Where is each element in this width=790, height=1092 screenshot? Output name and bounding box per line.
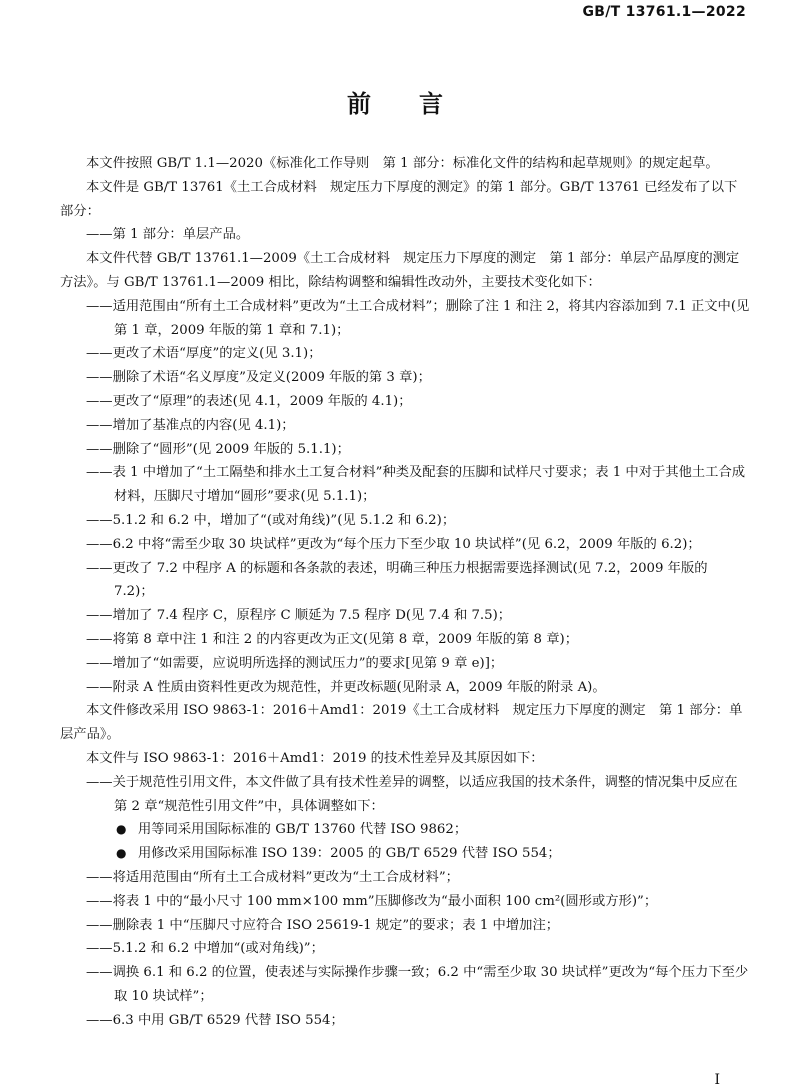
change-list-item: ——将第 8 章中注 1 和注 2 的内容更改为正文(见第 8 章，2009 年版的第 8 章)；	[86, 631, 579, 647]
bullet-item	[60, 842, 750, 866]
body-paragraph: 本文件与 ISO 9863-1：2016＋Amd1：2019 的技术性差异及其原因如下：	[86, 750, 544, 766]
change-list-item: ——增加了“如需要，应说明所选择的测试压力”的要求[见第 9 章 e)]；	[86, 655, 504, 671]
change-list-item: ——增加了 7.4 程序 C，原程序 C 顺延为 7.5 程序 D(见 7.4 和 7.5)；	[86, 608, 512, 624]
bullet-text: 用修改采用国际标准 ISO 139：2005 的 GB/T 6529 代替 ISO 554；	[138, 846, 561, 862]
change-list-item: ——将表 1 中的“最小尺寸 100 mm×100 mm”压脚修改为“最小面积 100 cm²(圆形或方形)”；	[86, 893, 658, 909]
change-list-item: ——适用范围由“所有土工合成材料”更改为“土工合成材料”；删除了注 1 和注 2，将其内容添加到 7.1 正文中(见第 1 章，2009 年版的第 1 章和 7.1)；	[86, 298, 750, 338]
change-list-item: ——表 1 中增加了“土工隔垫和排水土工复合材料”种类及配套的压脚和试样尺寸要求；表 1 中对于其他土工合成材料，压脚尺寸增加“圆形”要求(见 5.1.1)；	[86, 465, 746, 505]
change-list-item: ——调换 6.1 和 6.2 的位置，使表述与实际操作步骤一致；6.2 中“需至少取 30 块试样”更改为“每个压力下至少取 10 块试样”；	[86, 965, 749, 1004]
change-list-item: ——5.1.2 和 6.2 中增加“(或对角线)”；	[86, 941, 324, 957]
change-list-item: ——删除了术语“名义厚度”及定义(2009 年版的第 3 章)；	[86, 370, 431, 386]
page-title: 前言	[347, 90, 491, 118]
change-list-item: ——关于规范性引用文件，本文件做了具有技术性差异的调整，以适应我国的技术条件，调整的情况集中反应在第 2 章“规范性引用文件”中，具体调整如下：	[86, 774, 738, 814]
change-list-item: ——更改了 7.2 中程序 A 的标题和各条款的表述，明确三种压力根据需要选择测试(见 7.2，2009 年版的 7.2)；	[86, 560, 708, 600]
page-number: I	[714, 1072, 720, 1088]
change-list-item: ——将适用范围由“所有土工合成材料”更改为“土工合成材料”；	[86, 869, 459, 885]
foreword-body	[60, 152, 750, 1032]
change-list-item: ——5.1.2 和 6.2 中，增加了“(或对角线)”(见 5.1.2 和 6.2)；	[86, 512, 456, 528]
body-paragraph: 本文件是 GB/T 13761《土工合成材料 规定压力下厚度的测定》的第 1 部分。GB/T 13761 已经发布了以下部分：	[60, 179, 738, 219]
change-list-item: ——附录 A 性质由资料性更改为规范性，并更改标题(见附录 A，2009 年版的附录 A)。	[86, 679, 606, 695]
change-list-item: ——更改了术语“厚度”的定义(见 3.1)；	[86, 346, 322, 362]
bullet-icon: ●	[116, 846, 127, 861]
change-list-item: ——删除了“圆形”(见 2009 年版的 5.1.1)；	[86, 441, 350, 457]
change-list-item: ——6.2 中将“需至少取 30 块试样”更改为“每个压力下至少取 10 块试样”(见 6.2，2009 年版的 6.2)；	[86, 536, 701, 552]
bullet-item	[60, 818, 750, 842]
change-list-item: ——6.3 中用 GB/T 6529 代替 ISO 554；	[86, 1012, 344, 1028]
bullet-text: 用等同采用国际标准的 GB/T 13760 代替 ISO 9862；	[138, 822, 468, 838]
body-paragraph: 本文件按照 GB/T 1.1—2020《标准化工作导则 第 1 部分：标准化文件的结构和起草规则》的规定起草。	[86, 156, 719, 171]
change-list-item: ——第 1 部分：单层产品。	[86, 227, 250, 243]
bullet-icon: ●	[116, 822, 127, 837]
standard-code-header: GB/T 13761.1—2022	[582, 4, 746, 20]
change-list-item: ——增加了基准点的内容(见 4.1)；	[86, 417, 295, 433]
body-paragraph: 本文件代替 GB/T 13761.1—2009《土工合成材料 规定压力下厚度的测定 第 1 部分：单层产品厚度的测定方法》。与 GB/T 13761.1—2009 相比，除结构调整和编辑性改动外，主要技术变化如下：	[60, 251, 740, 290]
body-paragraph: 本文件修改采用 ISO 9863-1：2016＋Amd1：2019《土工合成材料 规定压力下厚度的测定 第 1 部分：单层产品》。	[60, 703, 743, 743]
change-list-item: ——删除表 1 中“压脚尺寸应符合 ISO 25619-1 规定”的要求；表 1 中增加注；	[86, 917, 560, 933]
change-list-item: ——更改了“原理”的表述(见 4.1，2009 年版的 4.1)；	[86, 393, 412, 409]
